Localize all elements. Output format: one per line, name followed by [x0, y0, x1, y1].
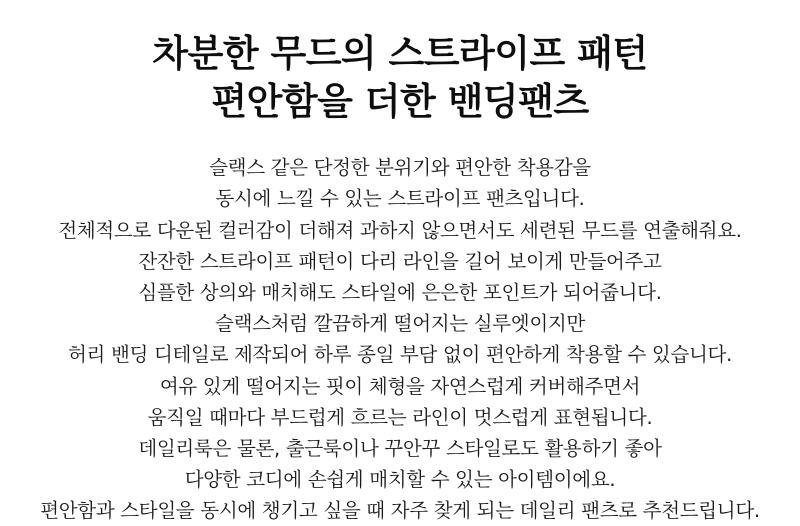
description-line: 슬랙스처럼 깔끔하게 떨어지는 실루엣이지만: [215, 312, 585, 336]
description-line: 다양한 코디에 손쉽게 매치할 수 있는 아이템이에요.: [184, 468, 616, 492]
description-line: 허리 밴딩 디테일로 제작되어 하루 종일 부담 없이 편안하게 착용할 수 있습니다.: [68, 343, 732, 367]
description-line: 여유 있게 떨어지는 핏이 체형을 자연스럽게 커버해주면서: [159, 374, 641, 398]
page-title-line: 차분한 무드의 스트라이프 패턴: [152, 32, 648, 75]
description-line: 데일리룩은 물론, 출근룩이나 꾸안꾸 스타일로도 활용하기 좋아: [138, 436, 662, 460]
description-line: 움직일 때마다 부드럽게 흐르는 라인이 멋스럽게 표현됩니다.: [147, 405, 653, 429]
description-line: 슬랙스 같은 단정한 분위기와 편안한 착용감을: [209, 156, 591, 180]
page-title: [152, 30, 647, 126]
description-line: 잔잔한 스트라이프 패턴이 다리 라인을 길어 보이게 만들어주고: [138, 249, 662, 273]
page-title-line: 편안함을 더한 밴딩팬츠: [211, 80, 589, 124]
description-line: 편안함과 스타일을 동시에 챙기고 싶을 때 자주 찾게 되는 데일리 팬츠로 추천드립니다.: [40, 499, 760, 523]
description-line: 전체적으로 다운된 컬러감이 더해져 과하지 않으면서도 세련된 무드를 연출해줘요.: [58, 218, 742, 242]
description-line: 심플한 상의와 매치해도 스타일에 은은한 포인트가 되어줍니다.: [138, 280, 662, 304]
description-body: [40, 152, 760, 526]
description-line: 동시에 느낄 수 있는 스트라이프 팬츠입니다.: [215, 187, 585, 211]
